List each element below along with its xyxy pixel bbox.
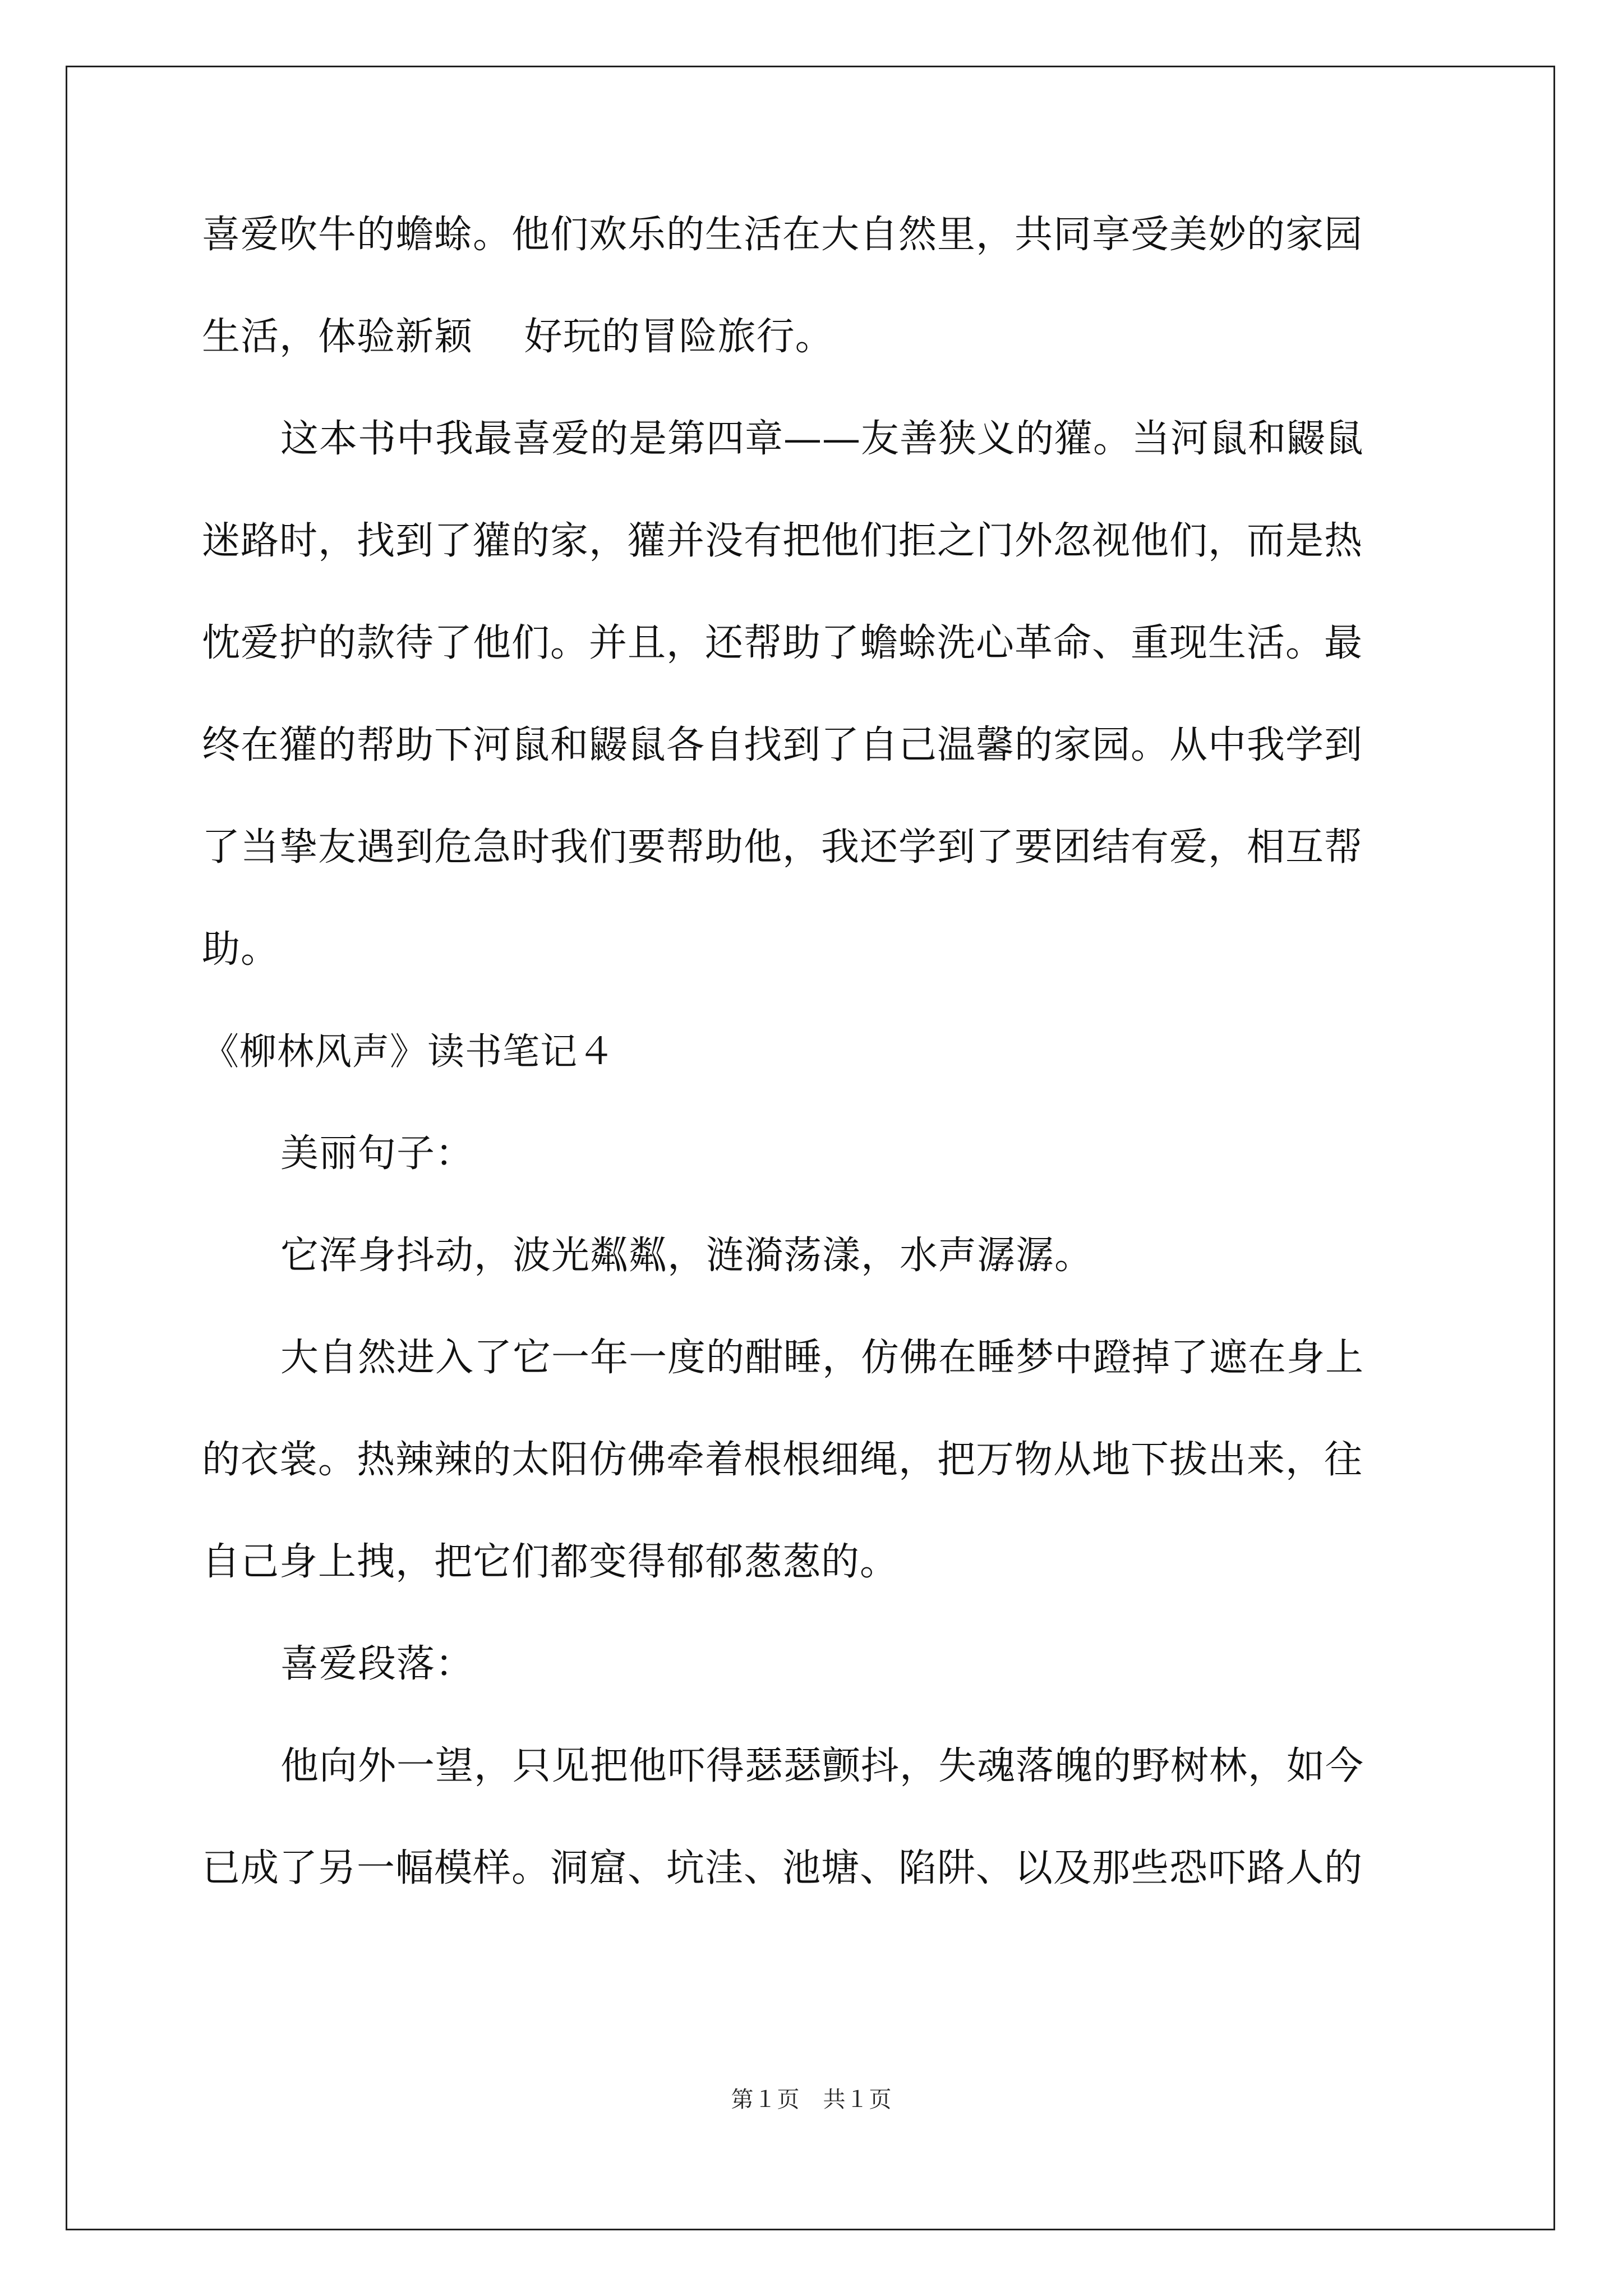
text-line: 喜爱段落： (280, 1642, 474, 1686)
text-line: 自己身上拽，把它们都变得郁郁葱葱的。 (202, 1540, 899, 1584)
text-line: 大自然进入了它一年一度的酣睡，仿佛在睡梦中蹬掉了遮在身上 (280, 1336, 1364, 1380)
text-line: 终在獾的帮助下河鼠和鼹鼠各自找到了自己温馨的家园。从中我学到 (202, 723, 1363, 767)
section-heading: 《柳林风声》读书笔记４ (202, 1030, 615, 1073)
text-line: 美丽句子： (280, 1131, 474, 1176)
text-line: 忱爱护的款待了他们。并且，还帮助了蟾蜍洗心革命、重现生活。最 (202, 621, 1363, 665)
page-footer: 第１页 共１页 (731, 2087, 892, 2113)
text-line: 它浑身抖动，波光粼粼，涟漪荡漾，水声潺潺。 (280, 1234, 1094, 1278)
text-line: 他向外一望，只见把他吓得瑟瑟颤抖，失魂落魄的野树林，如今 (280, 1744, 1364, 1788)
text-line: 助。 (202, 927, 280, 972)
text-line: 了当挚友遇到危急时我们要帮助他，我还学到了要团结有爱，相互帮 (202, 825, 1363, 869)
document-body (202, 213, 1419, 1952)
text-line: 迷路时，找到了獾的家，獾并没有把他们拒之门外忽视他们，而是热 (202, 519, 1363, 563)
text-line: 已成了另一幅模样。洞窟、坑洼、池塘、陷阱、以及那些恐吓路人的 (202, 1846, 1363, 1890)
text-line: 这本书中我最喜爱的是第四章——友善狭义的獾。当河鼠和鼹鼠 (280, 417, 1364, 461)
text-line: 的衣裳。热辣辣的太阳仿佛牵着根根细绳，把万物从地下拔出来，往 (202, 1438, 1363, 1482)
text-line: 生活，体验新颖 好玩的冒险旅行。 (202, 315, 834, 359)
text-line: 喜爱吹牛的蟾蜍。他们欢乐的生活在大自然里，共同享受美妙的家园 (202, 213, 1363, 257)
